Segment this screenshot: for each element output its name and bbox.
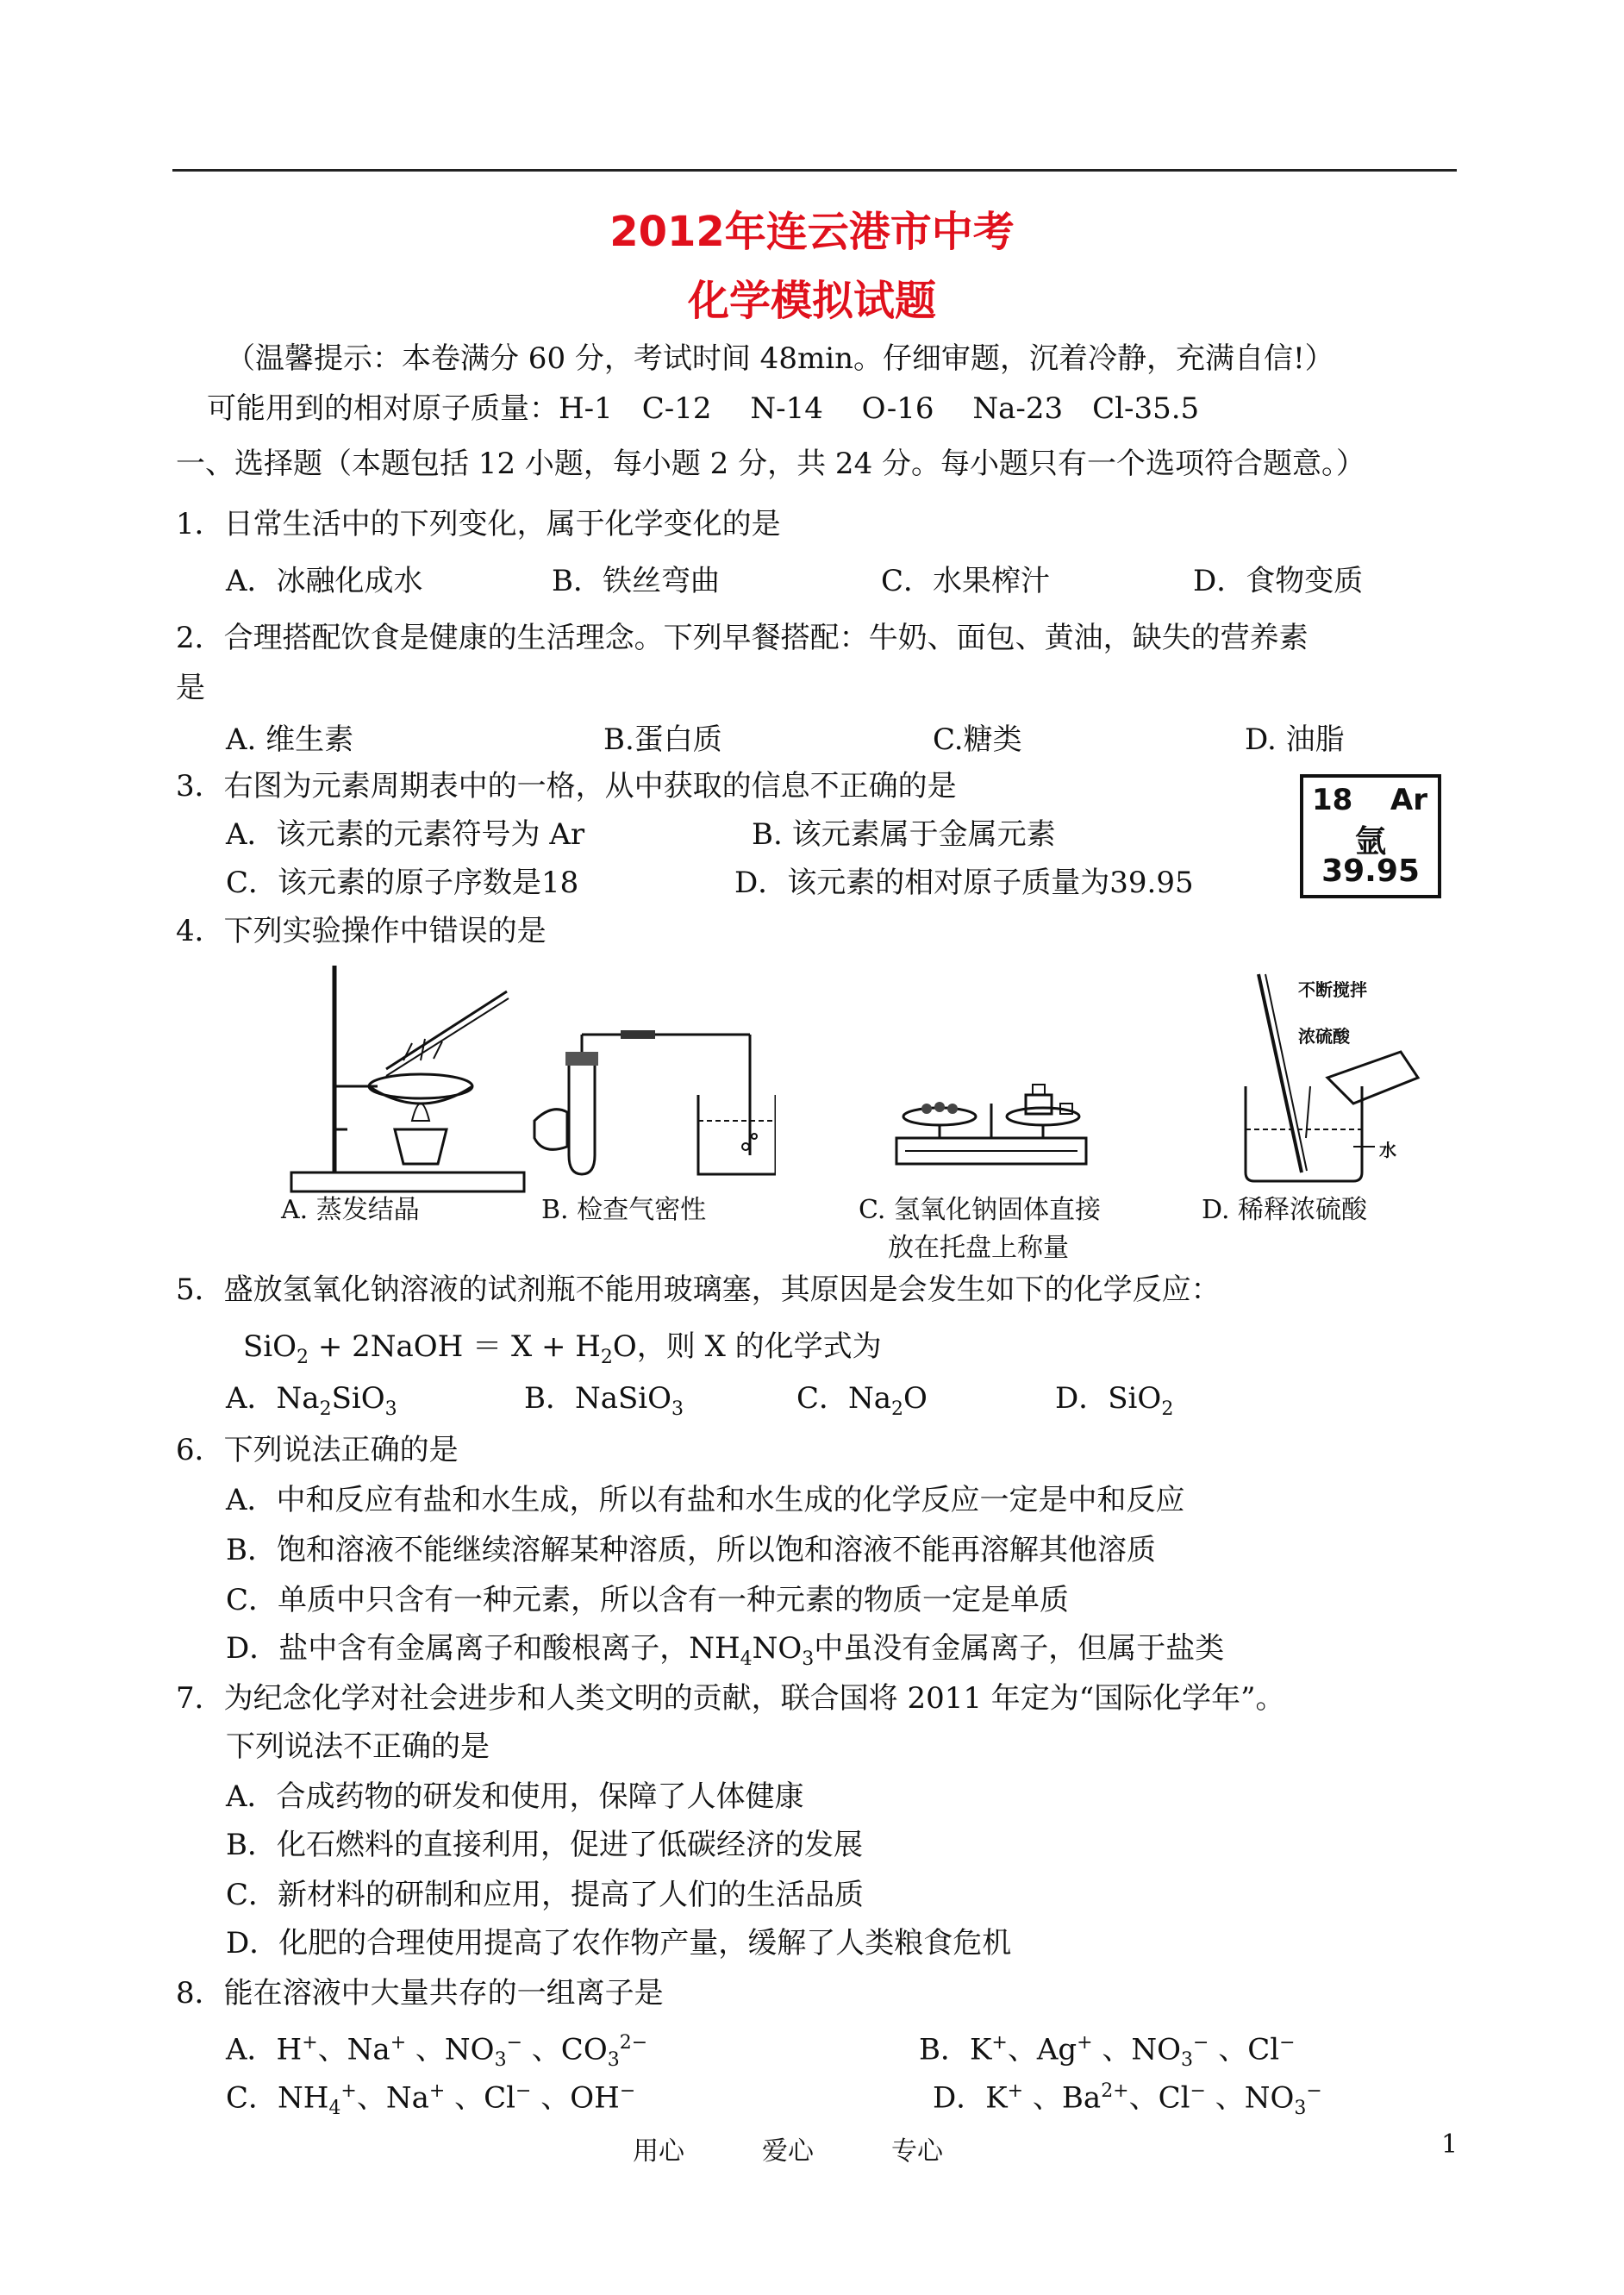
q5-option-a	[226, 1379, 397, 1429]
exam-title: 2012年连云港市中考	[609, 208, 1015, 256]
ion-part: 、Ag	[1007, 2032, 1077, 2067]
ion-sub: 3	[1294, 2098, 1307, 2120]
ion-charge: −	[619, 2080, 636, 2102]
q5-equation	[243, 1328, 882, 1377]
ion-charge: 2+	[1101, 2080, 1129, 2102]
ion-part: C．NH	[226, 2080, 329, 2116]
q6-option-c: C．单质中只含有一种元素，所以含有一种元素的物质一定是单质	[226, 1583, 1070, 1617]
eq-part: O，则 X 的化学式为	[612, 1329, 882, 1364]
q6-option-b: B．饱和溶液不能继续溶解某种溶质，所以饱和溶液不能再溶解其他溶质	[226, 1533, 1156, 1567]
ion-sub: 3	[607, 2049, 620, 2072]
formula-part: A．Na	[226, 1381, 320, 1416]
eq-sub: 2	[600, 1346, 613, 1368]
element-symbol: Ar	[1390, 783, 1427, 817]
option-part: NO	[752, 1631, 803, 1666]
q2-option-b: B.蛋白质	[603, 722, 722, 757]
q7-option-c: C．新材料的研制和应用，提高了人们的生活品质	[226, 1878, 865, 1912]
q2-stem: 2．合理搭配饮食是健康的生活理念。下列早餐搭配：牛奶、面包、黄油，缺失的营养素	[176, 621, 1309, 655]
q4-caption-d: D. 稀释浓硫酸	[1202, 1195, 1368, 1225]
footer-motto-2: 爱心	[762, 2136, 814, 2167]
q6-option-d	[226, 1629, 1224, 1679]
q4-caption-c: C. 氢氧化钠固体直接	[859, 1195, 1101, 1225]
airtightness-check-figure	[526, 1026, 776, 1181]
label-stirring: 不断搅拌	[1298, 979, 1367, 1000]
ion-charge: −	[1190, 2080, 1206, 2102]
ion-charge: −	[506, 2032, 522, 2054]
ion-charge: 2−	[619, 2032, 648, 2054]
ion-part: 、NO	[1092, 2032, 1182, 2067]
q6-option-a: A．中和反应有盐和水生成，所以有盐和水生成的化学反应一定是中和反应	[226, 1483, 1185, 1517]
q7-option-a: A．合成药物的研发和使用，保障了人体健康	[226, 1779, 804, 1814]
q1-stem: 1．日常生活中的下列变化，属于化学变化的是	[176, 507, 781, 541]
q2-option-d: D. 油脂	[1245, 722, 1345, 757]
q7-stem-cont: 下列说法不正确的是	[226, 1729, 490, 1764]
formula-part: SiO	[331, 1381, 385, 1416]
q1-option-c: C．水果榨汁	[881, 564, 1051, 598]
q1-option-d: D．食物变质	[1193, 564, 1364, 598]
q7-stem: 7．为纪念化学对社会进步和人类文明的贡献，联合国将 2011 年定为“国际化学年”。	[176, 1681, 1285, 1716]
periodic-table-cell	[1300, 774, 1441, 898]
q5-option-b	[524, 1379, 684, 1429]
ion-sub: 3	[1181, 2049, 1194, 2072]
q4-caption-c-cont: 放在托盘上称量	[888, 1233, 1069, 1263]
formula-part: O	[903, 1381, 928, 1416]
header-rule	[172, 169, 1457, 172]
ion-part: 、CO	[522, 2032, 608, 2067]
q1-option-b: B．铁丝弯曲	[552, 564, 720, 598]
ion-charge: +	[1007, 2080, 1024, 2102]
evaporation-apparatus-figure	[283, 957, 541, 1198]
exam-subtitle: 化学模拟试题	[687, 277, 936, 325]
ion-sub: 4	[328, 2098, 341, 2120]
q8-option-a	[226, 2024, 647, 2079]
q5-option-d	[1055, 1379, 1173, 1429]
formula-sub: 3	[384, 1398, 397, 1420]
q8-option-c	[226, 2073, 635, 2128]
option-part: 中虽没有金属离子，但属于盐类	[814, 1631, 1225, 1666]
footer-motto-3: 专心	[891, 2136, 943, 2167]
label-conc-acid: 浓硫酸	[1298, 1026, 1350, 1047]
element-name: 氩	[1354, 824, 1386, 860]
q2-stem-cont: 是	[176, 671, 205, 705]
balance-figure	[888, 1052, 1095, 1181]
eq-sub: 2	[297, 1346, 309, 1368]
eq-part: SiO	[243, 1329, 297, 1364]
formula-sub: 2	[319, 1398, 332, 1420]
q3-option-d: D．该元素的相对原子质量为39.95	[734, 866, 1194, 900]
q8-stem: 8．能在溶液中大量共存的一组离子是	[176, 1976, 664, 2010]
ion-part: 、Na	[317, 2032, 390, 2067]
ion-part: 、Na	[356, 2080, 429, 2116]
section-heading: 一、选择题（本题包括 12 小题，每小题 2 分，共 24 分。每小题只有一个选项符合题意。）	[176, 447, 1366, 481]
ion-part: 、Cl	[1209, 2032, 1280, 2067]
q8-option-b	[919, 2024, 1296, 2079]
q3-option-c: C．该元素的原子序数是18	[226, 866, 579, 900]
atomic-number: 18	[1312, 783, 1353, 817]
ion-charge: +	[991, 2032, 1008, 2054]
ion-part: A．H	[226, 2032, 303, 2067]
formula-part: B．NaSiO	[524, 1381, 672, 1416]
q7-option-d: D．化肥的合理使用提高了农作物产量，缓解了人类粮食危机	[226, 1926, 1012, 1960]
q4-caption-a: A. 蒸发结晶	[281, 1195, 420, 1225]
ion-part: 、Cl	[445, 2080, 516, 2116]
q3-stem: 3．右图为元素周期表中的一格，从中获取的信息不正确的是	[176, 769, 957, 804]
q5-stem: 5．盛放氢氧化钠溶液的试剂瓶不能用玻璃塞，其原因是会发生如下的化学反应：	[176, 1273, 1221, 1307]
q7-option-b: B．化石燃料的直接利用，促进了低碳经济的发展	[226, 1828, 863, 1862]
ion-charge: +	[428, 2080, 446, 2102]
q8-option-d	[933, 2073, 1322, 2128]
ion-charge: −	[1279, 2032, 1296, 2054]
formula-part: C．Na	[796, 1381, 892, 1416]
formula-part: D．SiO	[1055, 1381, 1162, 1416]
q3-option-a: A．该元素的元素符号为 Ar	[226, 817, 585, 852]
footer-motto-1: 用心	[633, 2136, 684, 2167]
q2-option-c: C.糖类	[933, 722, 1022, 757]
formula-sub: 2	[1161, 1398, 1174, 1420]
ion-part: D．K	[933, 2080, 1008, 2116]
ion-part: 、OH	[531, 2080, 620, 2116]
ion-part: B．K	[919, 2032, 992, 2067]
ion-charge: −	[515, 2080, 532, 2102]
ion-charge: +	[1077, 2032, 1093, 2054]
label-water: 水	[1379, 1140, 1396, 1160]
q5-option-c	[796, 1379, 928, 1429]
tip-text: （温馨提示：本卷满分 60 分，考试时间 48min。仔细审题，沉着冷静，充满自信!）	[226, 341, 1334, 376]
formula-sub: 3	[671, 1398, 684, 1420]
q2-option-a: A. 维生素	[226, 722, 354, 757]
q4-stem: 4．下列实验操作中错误的是	[176, 914, 547, 948]
formula-sub: 4	[740, 1648, 753, 1670]
formula-sub: 2	[891, 1398, 904, 1420]
formula-sub: 3	[802, 1648, 815, 1670]
q1-option-a: A．冰融化成水	[226, 564, 423, 598]
ion-charge: +	[340, 2080, 357, 2102]
ion-part: 、NO	[1205, 2080, 1295, 2116]
ion-charge: +	[302, 2032, 318, 2054]
ion-charge: +	[390, 2032, 407, 2054]
ion-part: 、Cl	[1128, 2080, 1190, 2116]
option-part: D．盐中含有金属离子和酸根离子，NH	[226, 1631, 740, 1666]
ion-charge: −	[1306, 2080, 1322, 2102]
ion-part: 、Ba	[1023, 2080, 1102, 2116]
ion-sub: 3	[494, 2049, 507, 2072]
page-number: 1	[1441, 2129, 1458, 2160]
q4-caption-b: B. 检查气密性	[541, 1195, 707, 1225]
ion-part: 、NO	[406, 2032, 495, 2067]
eq-part: + 2NaOH ＝ X + H	[309, 1329, 601, 1364]
atomic-masses: 可能用到的相对原子质量：H-1 C-12 N-14 O-16 Na-23 Cl-35.5	[207, 391, 1200, 426]
atomic-mass: 39.95	[1321, 854, 1420, 889]
q3-option-b: B. 该元素属于金属元素	[752, 817, 1056, 852]
q6-stem: 6．下列说法正确的是	[176, 1433, 459, 1467]
ion-charge: −	[1193, 2032, 1209, 2054]
